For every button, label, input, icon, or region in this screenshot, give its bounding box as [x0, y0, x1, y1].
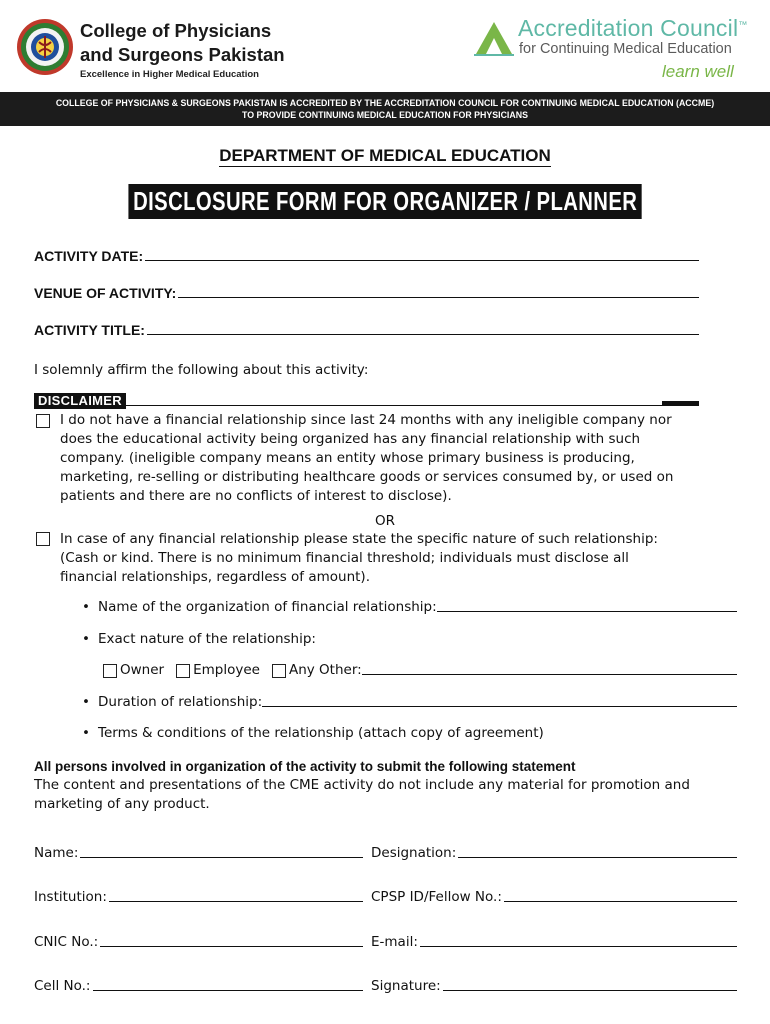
bullet-dot: • [82, 725, 90, 741]
option-has-relationship-text: In case of any financial relationship please state the specific nature of such relationship: (Cash or kind. There is no minimum financial threshold; individuals must disclose all financial relationships, regardless of amount). [60, 531, 658, 585]
cell-input[interactable] [93, 990, 364, 991]
cnic-input[interactable] [100, 946, 363, 947]
no-relationship-checkbox[interactable] [36, 414, 50, 428]
venue-label: VENUE OF ACTIVITY: [34, 285, 177, 301]
bullet-dot: • [82, 599, 90, 615]
cell-field [34, 978, 363, 994]
letterhead [0, 0, 770, 92]
signature-label: Signature: [371, 978, 441, 994]
cpsp-name: College of Physicians and Surgeons Pakistan [80, 20, 285, 65]
bullet-nature: • Exact nature of the relationship: [82, 631, 316, 647]
form-title-wrap [0, 184, 770, 219]
institution-field [34, 889, 363, 905]
email-label: E-mail: [371, 934, 418, 950]
disclaimer-header [34, 390, 699, 406]
other-checkbox[interactable] [272, 664, 286, 678]
bullet-dot: • [82, 631, 90, 647]
department-heading: DEPARTMENT OF MEDICAL EDUCATION [219, 146, 551, 165]
email-input[interactable] [420, 946, 737, 947]
accme-name: Accreditation Council™ [518, 15, 748, 41]
email-field [371, 934, 737, 950]
employee-checkbox[interactable] [176, 664, 190, 678]
disclaimer-label: DISCLAIMER [34, 393, 126, 409]
employee-label: Employee [193, 662, 260, 678]
designation-input[interactable] [458, 857, 737, 858]
other-input[interactable] [362, 674, 737, 675]
accme-tagline: learn well [662, 62, 734, 81]
disclaimer-rule-end [662, 401, 699, 406]
owner-checkbox[interactable] [103, 664, 117, 678]
activity-title-label: ACTIVITY TITLE: [34, 322, 145, 338]
accme-logo-icon [474, 20, 514, 56]
duration-input[interactable] [262, 706, 737, 707]
statement-block: All persons involved in organization of the activity to submit the following statement The content and presentations of the CME activity do not include any material for promotion and marketing of any product. [34, 757, 754, 814]
bullet-terms: • Terms & conditions of the relationship (attach copy of agreement) [82, 725, 544, 741]
cell-label: Cell No.: [34, 978, 91, 994]
cpsp-seal-logo [16, 18, 74, 76]
cpsp-id-input[interactable] [504, 901, 737, 902]
bullet-dot: • [82, 694, 90, 710]
institution-label: Institution: [34, 889, 107, 905]
signature-input[interactable] [443, 990, 737, 991]
name-label: Name: [34, 845, 79, 861]
name-field [34, 845, 363, 861]
owner-label: Owner [120, 662, 165, 678]
activity-title-field [34, 322, 699, 338]
other-label: Any Other: [288, 662, 362, 678]
cnic-label: CNIC No.: [34, 934, 99, 950]
activity-date-input[interactable] [145, 260, 699, 261]
activity-title-input[interactable] [147, 334, 699, 335]
designation-label: Designation: [371, 845, 457, 861]
has-relationship-checkbox[interactable] [36, 532, 50, 546]
designation-field [371, 845, 737, 861]
affirm-text: I solemnly affirm the following about this activity: [34, 362, 369, 378]
accme-subtitle: for Continuing Medical Education [519, 41, 732, 57]
cpsp-id-label: CPSP ID/Fellow No.: [371, 889, 502, 905]
institution-input[interactable] [109, 901, 363, 902]
venue-input[interactable] [178, 297, 699, 298]
activity-date-field [34, 248, 699, 264]
cpsp-id-field [371, 889, 737, 905]
bullet-duration: • Duration of relationship: [82, 694, 737, 710]
org-name-input[interactable] [437, 611, 737, 612]
bullet-org-name: • Name of the organization of financial relationship: [82, 599, 737, 615]
cpsp-tagline: Excellence in Higher Medical Education [80, 69, 259, 80]
or-separator: OR [374, 513, 395, 529]
cnic-field [34, 934, 363, 950]
activity-date-label: ACTIVITY DATE: [34, 248, 144, 264]
signature-field [371, 978, 737, 994]
accreditation-banner: COLLEGE OF PHYSICIANS & SURGEONS PAKISTAN IS ACCREDITED BY THE ACCREDITATION COUNCIL FOR CONTINUING MEDICAL EDUCATION (ACCME) TO PROVIDE CONTINUING MEDICAL EDUCATION FOR PHYSICIANS [0, 92, 770, 126]
relationship-type-options [103, 662, 737, 678]
venue-field [34, 285, 699, 301]
option-no-relationship-text: I do not have a financial relationship since last 24 months with any ineligible company nor does the educational activity being organized has any financial relationship with such company. (ineligible company means an entity whose primary business is producing, marketing, re-selling or distributing healthcare goods or services consumed by, or used on patients and there are no conflicts of interest to disclose). [60, 412, 674, 504]
statement-heading: All persons involved in organization of the activity to submit the following statement [34, 759, 576, 774]
form-title: DISCLOSURE FORM FOR ORGANIZER / PLANNER [128, 184, 642, 219]
name-input[interactable] [80, 857, 363, 858]
